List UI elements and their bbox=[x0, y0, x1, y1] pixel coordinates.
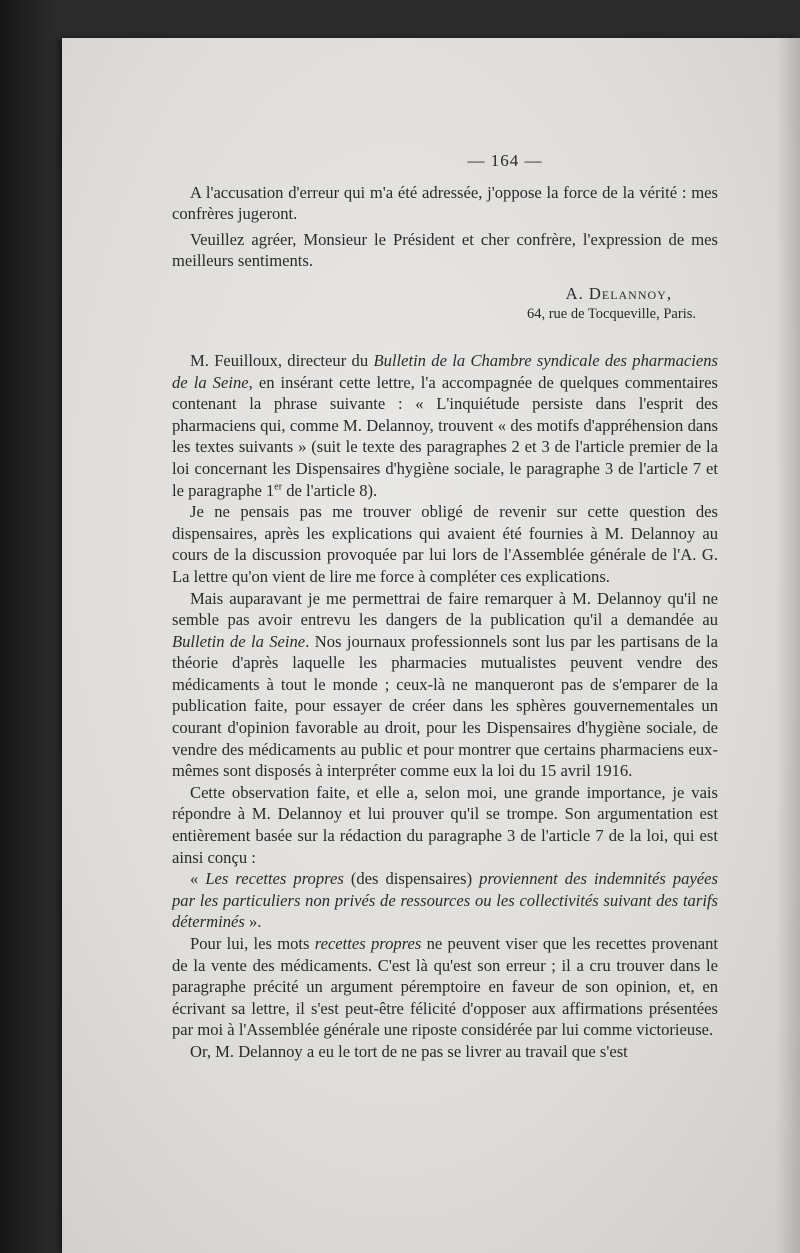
law-quote bbox=[172, 868, 718, 933]
term-italic: recettes propres bbox=[314, 934, 422, 953]
body-paragraph-5 bbox=[172, 933, 718, 1041]
journal-title: Bulletin de la Chambre syndicale des pharmaciens de la Seine bbox=[172, 350, 719, 392]
page-edge-shadow bbox=[776, 38, 800, 1253]
text-run: ne peuvent viser que les recettes provenant de la vente des médicaments. C'est là qu'est son erreur ; il a cru trouver dans le paragraphe précité un argument péremptoire en faveur de son opinion, et, en écrivant sa lettre, il s'est peut-être félicité d'opposer aux affirmations présentées par moi à l'Assemblée générale une riposte considérée par lui comme victorieuse. bbox=[172, 934, 718, 1040]
quote-italic: Les recettes propres bbox=[205, 869, 344, 889]
text-run: ». bbox=[244, 912, 262, 932]
letter-paragraph-1: A l'accusation d'erreur qui m'a été adressée, j'oppose la force de la vérité : mes confrères jugeront. bbox=[172, 182, 718, 224]
text-run: Pour lui, les mots bbox=[190, 934, 315, 953]
text-run: « bbox=[190, 869, 206, 889]
section-gap bbox=[172, 324, 718, 350]
signature-name: A. Delannoy, bbox=[565, 283, 672, 303]
text-run: (des dispensaires) bbox=[343, 869, 480, 889]
text-run: Mais auparavant je me permettrai de faire remarquer à M. Delannoy qu'il ne semble pas avoir entrevu les dangers de la publication qu'il a demandée au bbox=[172, 588, 718, 630]
body-paragraph-6: Or, M. Delannoy a eu le tort de ne pas se livrer au travail que s'est bbox=[190, 1041, 628, 1061]
text-run: , en insérant cette lettre, l'a accompagnée de quelques commentaires contenant la phrase suivante : « L'inquiétude persiste dans l'esprit des pharmaciens qui, comme M. Delannoy, trouvent « des motifs d'appréhension dans les textes suivants » (suit le texte des paragraphes 2 et 3 de l'article premier de la loi concernant les Dispensaires d'hygiène sociale, le paragraphe 3 de l'article 7 et le paragraphe 1 bbox=[172, 372, 718, 500]
page-content bbox=[172, 150, 718, 1063]
body-paragraph-2: Je ne pensais pas me trouver obligé de revenir sur cette question des dispensaires, après les explications qui avaient été fournies à M. Delannoy au cours de la discussion provoquée par lui lors de l'Assemblée générale de l'A. G. La lettre qu'on vient de lire me force à compléter ces explications. bbox=[172, 502, 718, 586]
body-paragraph-4: Cette observation faite, et elle a, selon moi, une grande importance, je vais répondre à M. Delannoy et lui prouver qu'il se trompe. Son argumentation est entièrement basée sur la rédaction du paragraphe 3 de l'article 7 de la loi, qui est ainsi conçu : bbox=[172, 782, 718, 867]
signature-address: 64, rue de Tocqueville, Paris. bbox=[526, 305, 696, 322]
superscript: er bbox=[274, 481, 283, 492]
text-run: . Nos journaux professionnels sont lus par les partisans de la théorie d'après laquelle les pharmacies mutualistes peuvent vendre des médicaments à tout le monde ; ceux-là ne manqueront pas de s'emparer de la publication faite, pour essayer de créer dans les sphères gouvernementales un courant d'opinion favorable au droit, pour les Dispensaires d'hygiène sociale, de vendre des médicaments au public et pour montrer que certains pharmaciens eux-mêmes sont disposés à interpréter comme eux la loi du 15 avril 1916. bbox=[172, 631, 718, 781]
body-paragraph-3 bbox=[172, 588, 718, 782]
body-paragraph-1 bbox=[172, 350, 718, 501]
letter-paragraph-2: Veuillez agréer, Monsieur le Président et cher confrère, l'expression de mes meilleurs sentiments. bbox=[172, 229, 718, 271]
text-run: de l'article 8). bbox=[282, 480, 378, 500]
page-number: — 164 — bbox=[467, 151, 543, 170]
letter-signature bbox=[172, 284, 696, 324]
quote-italic: proviennent des indemnités payées par les particuliers non privés de ressources ou les collectivités suivant des tarifs déterminés bbox=[172, 869, 718, 932]
text-run: M. Feuilloux, directeur du bbox=[190, 350, 374, 370]
journal-title: Bulletin de la Seine bbox=[172, 631, 306, 651]
